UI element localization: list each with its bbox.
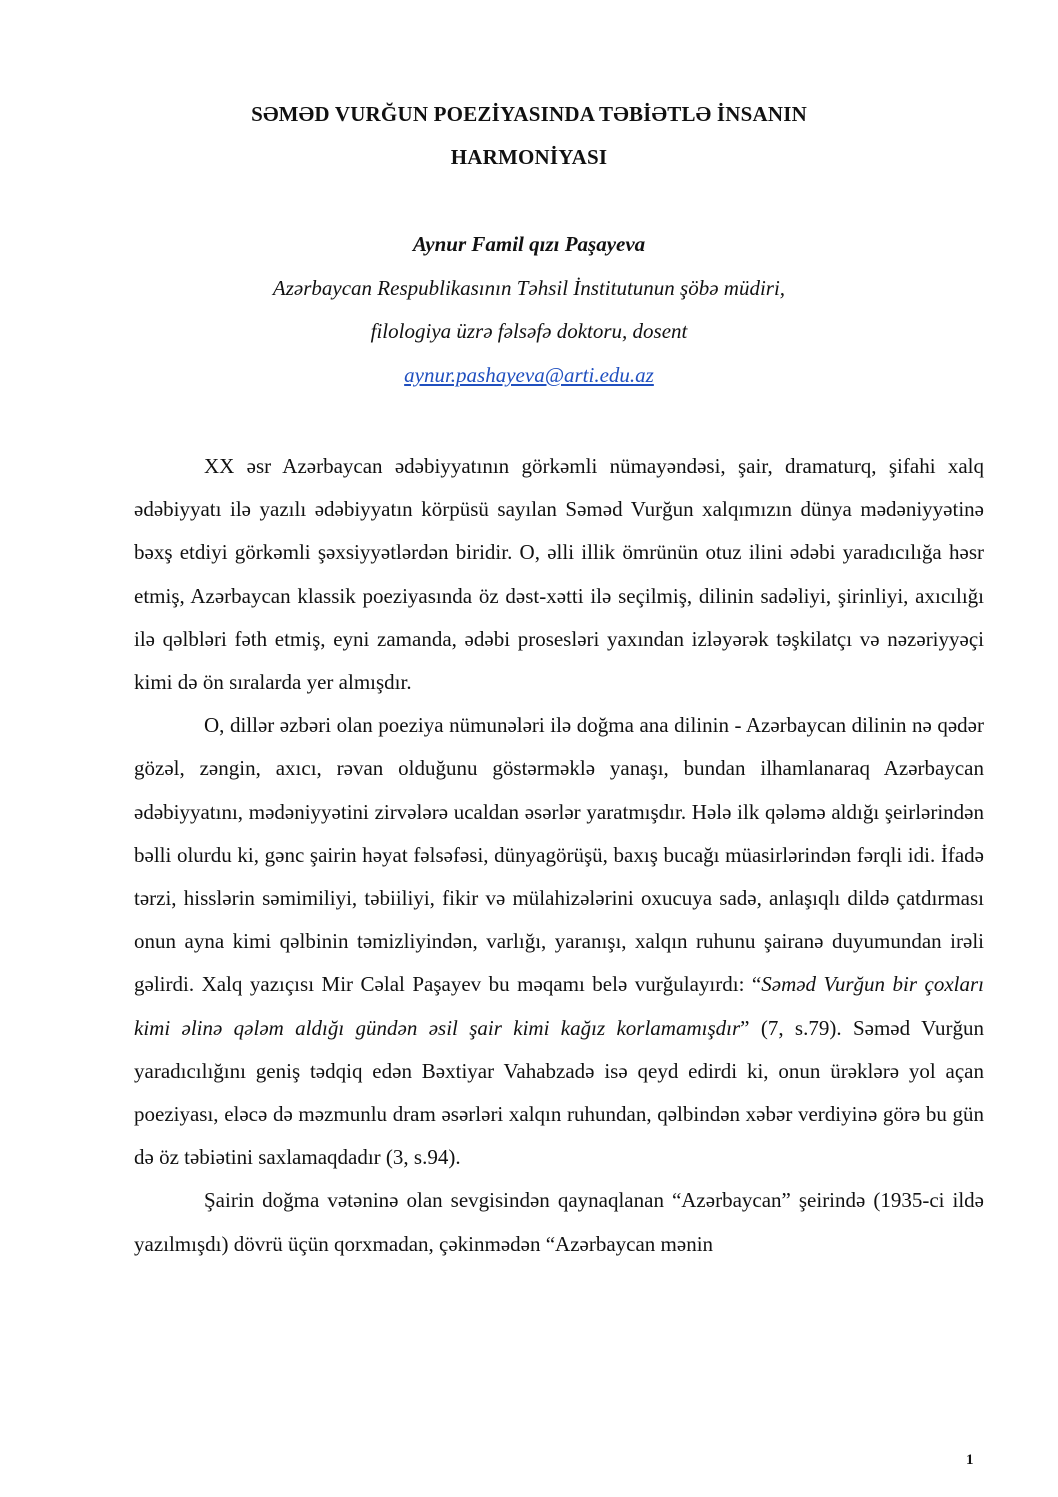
paragraph-2 xyxy=(134,704,984,1179)
paragraph-1: XX əsr Azərbaycan ədəbiyyatının görkəmli nümayəndəsi, şair, dramaturq, şifahi xalq ədəbiyyatı ilə yazılı ədəbiyyatın körpüsü sayılan Səməd Vurğun xalqımızın dünya mədəniyyətinə bəxş etdiyi görkəmli şəxsiyyətlərdən biridir. O, əlli illik ömrünün otuz ilini ədəbi yaradıcılığa həsr etmiş, Azərbaycan klassik poeziyasında öz dəst-xətti ilə seçilmiş, dilinin sadəliyi, şirinliyi, axıcılığı ilə qəlbləri fəth etmiş, eyni zamanda, ədəbi prosesləri yaxından izləyərək təşkilatçı və nəzəriyyəçi kimi də ön sıralarda yer almışdır. xyxy=(134,454,984,695)
quotation: Səməd Vurğun bir çoxları kimi əlinə qələm aldığı gündən əsil şair kimi kağız korlamamışdır xyxy=(134,972,984,1040)
page-number: 1 xyxy=(966,1452,974,1468)
title-line-2: HARMONİYASI xyxy=(450,145,608,169)
title-line-1: SƏMƏD VURĞUN POEZİYASINDA TƏBİƏTLƏ İNSANIN xyxy=(251,102,807,126)
author-affiliation-1: Azərbaycan Respublikasının Təhsil İnstitutunun şöbə müdiri, xyxy=(272,276,786,300)
paragraph-2-part-b: ” (7, s.79). Səməd Vurğun yaradıcılığını geniş tədqiq edən Bəxtiyar Vahabzadə isə qeyd edirdi ki, onun ürəklərə yol açan poeziyası, eləcə də məzmunlu dram əsərləri xalqın ruhundan, qəlbindən xəbər verdiyinə görə bu gün də öz təbiətini saxlamaqdadır (3, s.94). xyxy=(134,1015,984,1170)
email-link[interactable]: aynur.pashayeva@arti.edu.az xyxy=(404,363,654,387)
article-body xyxy=(134,445,984,1266)
author-email xyxy=(120,363,938,388)
paragraph-2-part-a: O, dillər əzbəri olan poeziya nümunələri ilə doğma ana dilinin - Azərbaycan dilinin nə qədər gözəl, zəngin, axıcı, rəvan olduğunu göstərməklə yanaşı, bundan ilhamlanaraq Azərbaycan ədəbiyyatını, mədəniyyətini zirvələrə ucaldan əsərlər yaratmışdır. Hələ ilk qələmə aldığı şeirlərindən bəlli olurdu ki, gənc şairin həyat fəlsəfəsi, dünyagörüşü, baxış bucağı müasirlərindən fərqli idi. İfadə tərzi, hisslərin səmimiliyi, təbiiliyi, fikir və mülahizələrini oxucuya sadə, anlaşıqlı dildə çatdırması onun ayna kimi qəlbinin təmizliyindən, varlığı, yaranışı, xalqın ruhunu şairanə duyumundan irəli gəlirdi. Xalq yazıçısı Mir Cəlal Paşayev bu məqamı belə vurğulayırdı: “ xyxy=(134,713,984,997)
author-affiliation-2: filologiya üzrə fəlsəfə doktoru, dosent xyxy=(370,319,688,343)
paragraph-3: Şairin doğma vətəninə olan sevgisindən qaynaqlanan “Azərbaycan” şeirində (1935-ci ildə yazılmışdı) dövrü üçün qorxmadan, çəkinmədən “Azərbaycan mənin xyxy=(134,1188,984,1256)
author-name: Aynur Famil qızı Paşayeva xyxy=(412,232,646,256)
